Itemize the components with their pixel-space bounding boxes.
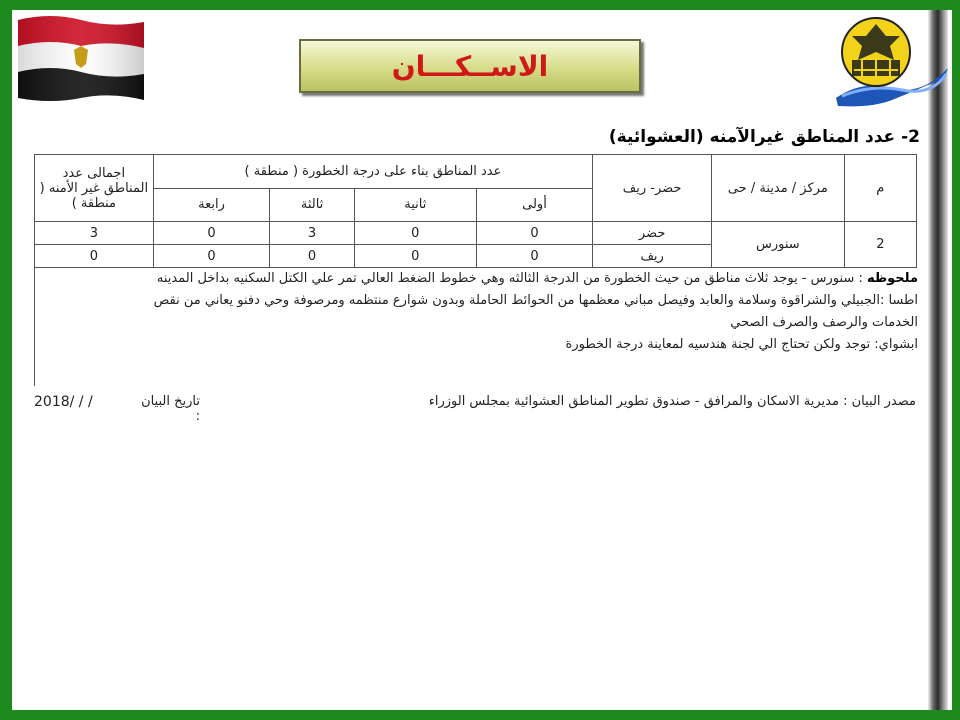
page-title: الاســكـــان — [391, 49, 549, 83]
note-line-2: اطسا :الجبيلي والشراقوة وسلامة والعابد وفيصل مباني معظمها من الحوائط الحاملة وبدون شوارع منتظمه ومرصوفة وحي دفنو يعاني من نقص — [153, 293, 918, 308]
cell-level: 0 — [270, 245, 354, 268]
page-title-box — [299, 39, 641, 93]
header-level-2: ثانية — [354, 188, 476, 222]
cell-level: 0 — [476, 245, 592, 268]
egypt-flag-icon — [16, 12, 146, 102]
data-source: مصدر البيان : مديرية الاسكان والمرافق - صندوق تطوير المناطق العشوائية بمجلس الوزراء — [428, 394, 916, 409]
header-type: حضر- ريف — [593, 155, 712, 222]
row-center-name: سنورس — [712, 222, 845, 268]
header-m: م — [844, 155, 916, 222]
data-date-value: 2018/ / / — [34, 394, 93, 410]
cell-level: 0 — [153, 245, 270, 268]
table-row — [35, 222, 917, 245]
cell-total: 3 — [35, 222, 154, 245]
header-level-4: رابعة — [153, 188, 270, 222]
cell-type: حضر — [593, 222, 712, 245]
note-line-1 — [38, 268, 918, 290]
governorate-emblem-icon — [832, 10, 950, 110]
data-date-label: تاريخ البيان : — [141, 394, 200, 424]
header-center: مركز / مدينة / حى — [712, 155, 845, 222]
cell-level: 0 — [153, 222, 270, 245]
cell-level: 0 — [354, 222, 476, 245]
note-label: ملحوظه — [866, 271, 918, 286]
row-number: 2 — [844, 222, 916, 268]
cell-level: 3 — [270, 222, 354, 245]
cell-type: ريف — [593, 245, 712, 268]
cell-level: 0 — [354, 245, 476, 268]
header-level-3: ثالثة — [270, 188, 354, 222]
table-header-row — [35, 155, 917, 189]
header-level-1: أولى — [476, 188, 592, 222]
note-line-4: ابشواي: توجد ولكن تحتاج الي لجنة هندسيه لمعاينة درجة الخطورة — [565, 337, 918, 352]
decorative-strip-edge — [948, 10, 952, 710]
note-text: : سنورس - يوجد ثلاث مناطق من حيث الخطورة من الدرجة الثالثه وهي خطوط الضغط العالي تمر علي الكتل السكنيه بداخل المدينه — [156, 271, 863, 286]
notes-block — [34, 268, 918, 386]
note-line-3: الخدمات والرصف والصرف الصحي — [730, 315, 918, 330]
header-group: عدد المناطق بناء على درجة الخطورة ( منطقة ) — [153, 155, 593, 189]
header-total: اجمالى عدد المناطق غير الأمنه ( منطقة ) — [35, 155, 154, 222]
decorative-strip — [928, 10, 948, 710]
cell-total: 0 — [35, 245, 154, 268]
cell-level: 0 — [476, 222, 592, 245]
unsafe-areas-table — [34, 154, 917, 268]
section-heading: 2- عدد المناطق غيرالآمنه (العشوائية) — [608, 127, 920, 147]
